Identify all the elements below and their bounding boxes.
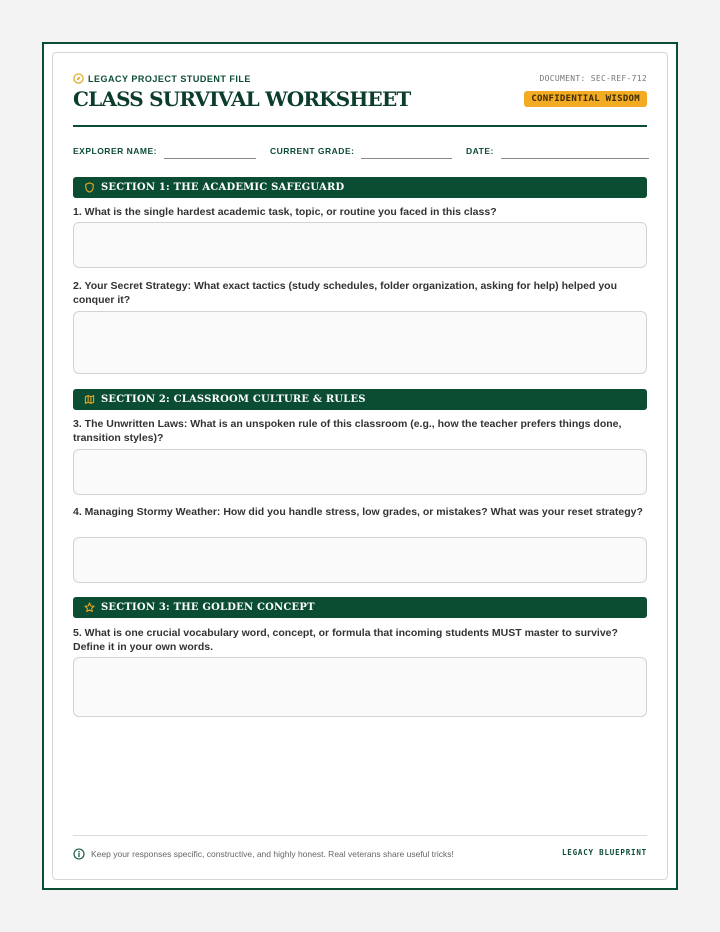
- question-3: 3. The Unwritten Laws: What is an unspoken rule of this classroom (e.g., how the teacher prefers things done, transition styles)?: [73, 418, 622, 444]
- answer-box-5[interactable]: [73, 657, 647, 717]
- question-2: 2. Your Secret Strategy: What exact tactics (study schedules, folder organization, asking for help) helped you conquer it?: [73, 280, 617, 306]
- answer-box-3[interactable]: [73, 449, 647, 495]
- section-1-header: [73, 177, 647, 198]
- footer-note-text: Keep your responses specific, constructive, and highly honest. Real veterans share useful tricks!: [91, 849, 454, 859]
- eyebrow: [73, 73, 251, 84]
- header-divider: [73, 125, 647, 127]
- info-icon: [73, 848, 85, 860]
- section-3-title: SECTION 3: THE GOLDEN CONCEPT: [101, 602, 315, 613]
- question-4: 4. Managing Stormy Weather: How did you handle stress, low grades, or mistakes? What was your reset strategy?: [73, 506, 643, 518]
- date-label: DATE:: [466, 146, 494, 156]
- section-2-title: SECTION 2: CLASSROOM CULTURE & RULES: [101, 394, 366, 405]
- confidential-badge: CONFIDENTIAL WISDOM: [524, 91, 647, 107]
- eyebrow-text: LEGACY PROJECT STUDENT FILE: [88, 73, 251, 84]
- document-reference: DOCUMENT: SEC-REF-712: [539, 74, 647, 83]
- worksheet-frame: [42, 42, 678, 890]
- date-line[interactable]: [501, 158, 649, 159]
- footer-brand: LEGACY BLUEPRINT: [561, 848, 647, 857]
- star-icon: [84, 602, 95, 613]
- section-2-header: [73, 389, 647, 410]
- map-icon: [84, 394, 95, 405]
- section-3-header: [73, 597, 647, 618]
- question-1: 1. What is the single hardest academic task, topic, or routine you faced in this class?: [73, 206, 497, 218]
- page-title: CLASS SURVIVAL WORKSHEET: [73, 87, 411, 111]
- footer-note: [73, 848, 454, 860]
- current-grade-label: CURRENT GRADE:: [270, 146, 355, 156]
- explorer-name-line[interactable]: [164, 158, 256, 159]
- explorer-name-label: EXPLORER NAME:: [73, 146, 157, 156]
- current-grade-line[interactable]: [361, 158, 452, 159]
- answer-box-2[interactable]: [73, 311, 647, 374]
- shield-icon: [84, 182, 95, 193]
- question-5: 5. What is one crucial vocabulary word, concept, or formula that incoming students MUST master to survive? Define it in your own words.: [73, 627, 618, 653]
- answer-box-1[interactable]: [73, 222, 647, 268]
- compass-icon: [73, 73, 84, 84]
- answer-box-4[interactable]: [73, 537, 647, 583]
- footer-divider: [73, 835, 647, 836]
- worksheet-page: [52, 52, 668, 880]
- section-1-title: SECTION 1: THE ACADEMIC SAFEGUARD: [101, 182, 345, 193]
